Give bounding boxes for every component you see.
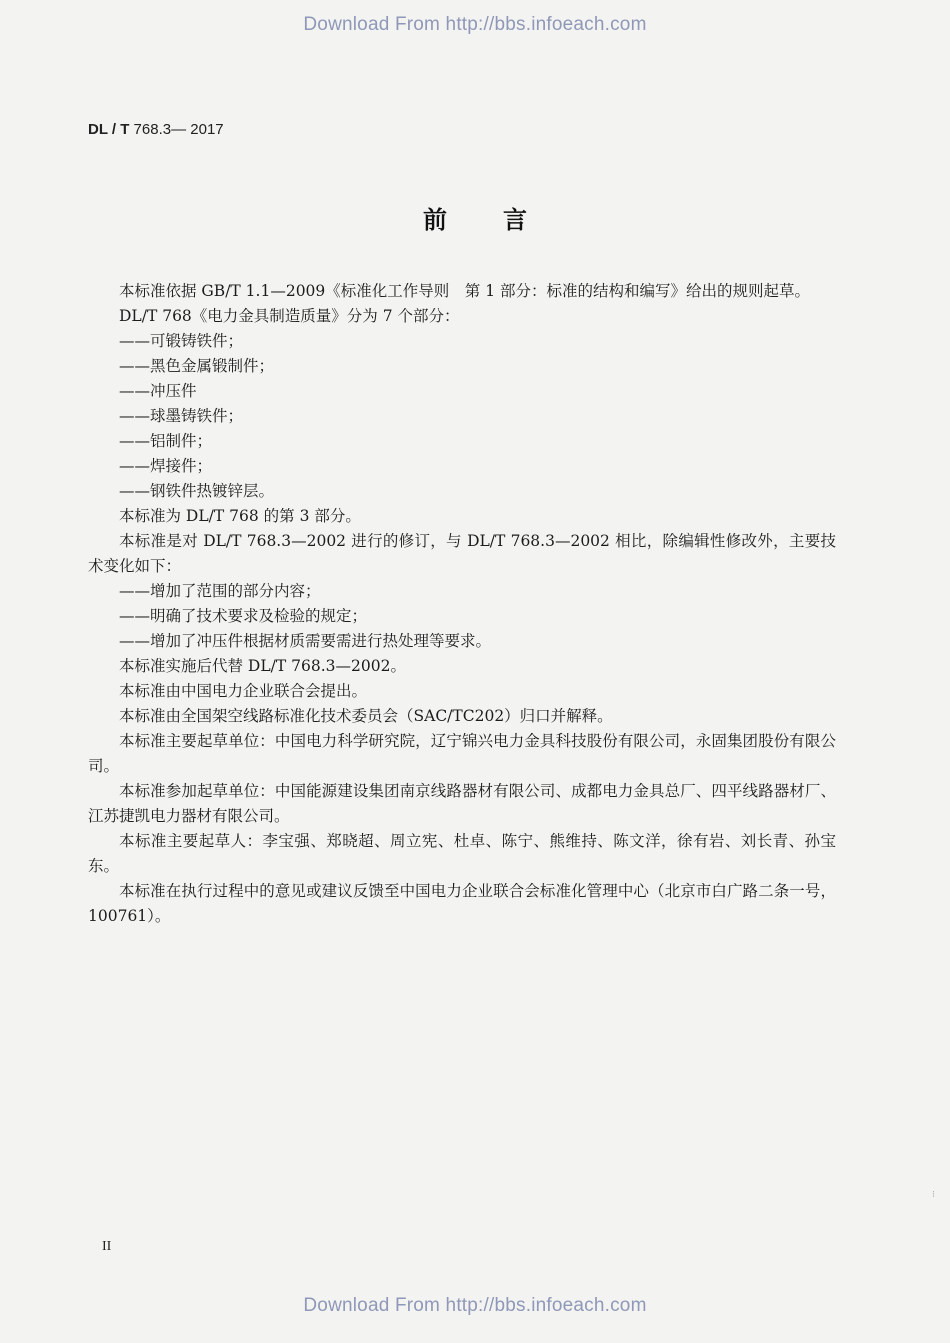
paragraph-main-drafters: 本标准主要起草人：李宝强、郑晓超、周立宪、杜卓、陈宁、熊维持、陈文洋，徐有岩、刘长青、孙宝东。 <box>88 832 836 875</box>
standard-code-prefix: DL / T <box>88 121 130 138</box>
paragraph-participating-org: 本标准参加起草单位：中国能源建设集团南京线路器材有限公司、成都电力金具总厂、四平线路器材厂、江苏捷凯电力器材有限公司。 <box>88 782 836 825</box>
paragraph-part-number: 本标准为 DL/T 768 的第 3 部分。 <box>119 507 361 525</box>
standard-code <box>88 121 224 138</box>
list-item-part: ——黑色金属锻制件； <box>119 357 275 375</box>
standard-code-number: 768.3— 2017 <box>129 121 224 138</box>
paragraph-parts-intro: DL/T 768《电力金具制造质量》分为 7 个部分： <box>119 307 460 325</box>
scan-speck: ⁝ <box>932 1190 935 1200</box>
page-number: II <box>102 1239 112 1254</box>
foreword-body <box>88 279 836 929</box>
list-item-part: ——焊接件； <box>119 457 213 475</box>
list-item-part: ——可锻铸铁件； <box>119 332 244 350</box>
paragraph-replaces: 本标准实施后代替 DL/T 768.3—2002。 <box>119 657 406 675</box>
paragraph-feedback: 本标准在执行过程中的意见或建议反馈至中国电力企业联合会标准化管理中心（北京市白广路二条一号，100761）。 <box>88 882 836 925</box>
list-item-part: ——球墨铸铁件； <box>119 407 244 425</box>
watermark-bottom: Download From http://bbs.infoeach.com <box>303 1295 647 1316</box>
list-item-part: ——铝制件； <box>119 432 213 450</box>
paragraph-managed-by: 本标准由全国架空线路标准化技术委员会（SAC/TC202）归口并解释。 <box>119 707 613 725</box>
list-item-part: ——冲压件 <box>119 382 197 400</box>
page-title: 前言 <box>423 206 583 234</box>
list-item-change: ——明确了技术要求及检验的规定； <box>119 607 368 625</box>
paragraph-main-drafters-org: 本标准主要起草单位：中国电力科学研究院，辽宁锦兴电力金具科技股份有限公司，永固集团股份有限公司。 <box>88 732 836 775</box>
paragraph-revision: 本标准是对 DL/T 768.3—2002 进行的修订，与 DL/T 768.3—2002 相比，除编辑性修改外，主要技术变化如下： <box>88 532 836 575</box>
paragraph-proposed-by: 本标准由中国电力企业联合会提出。 <box>119 682 368 700</box>
list-item-part: ——钢铁件热镀锌层。 <box>119 482 275 500</box>
paragraph-basis: 本标准依据 GB/T 1.1—2009《标准化工作导则 第 1 部分：标准的结构和编写》给出的规则起草。 <box>119 282 811 300</box>
list-item-change: ——增加了范围的部分内容； <box>119 582 321 600</box>
watermark-top: Download From http://bbs.infoeach.com <box>303 14 647 35</box>
list-item-change: ——增加了冲压件根据材质需要需进行热处理等要求。 <box>119 632 492 650</box>
